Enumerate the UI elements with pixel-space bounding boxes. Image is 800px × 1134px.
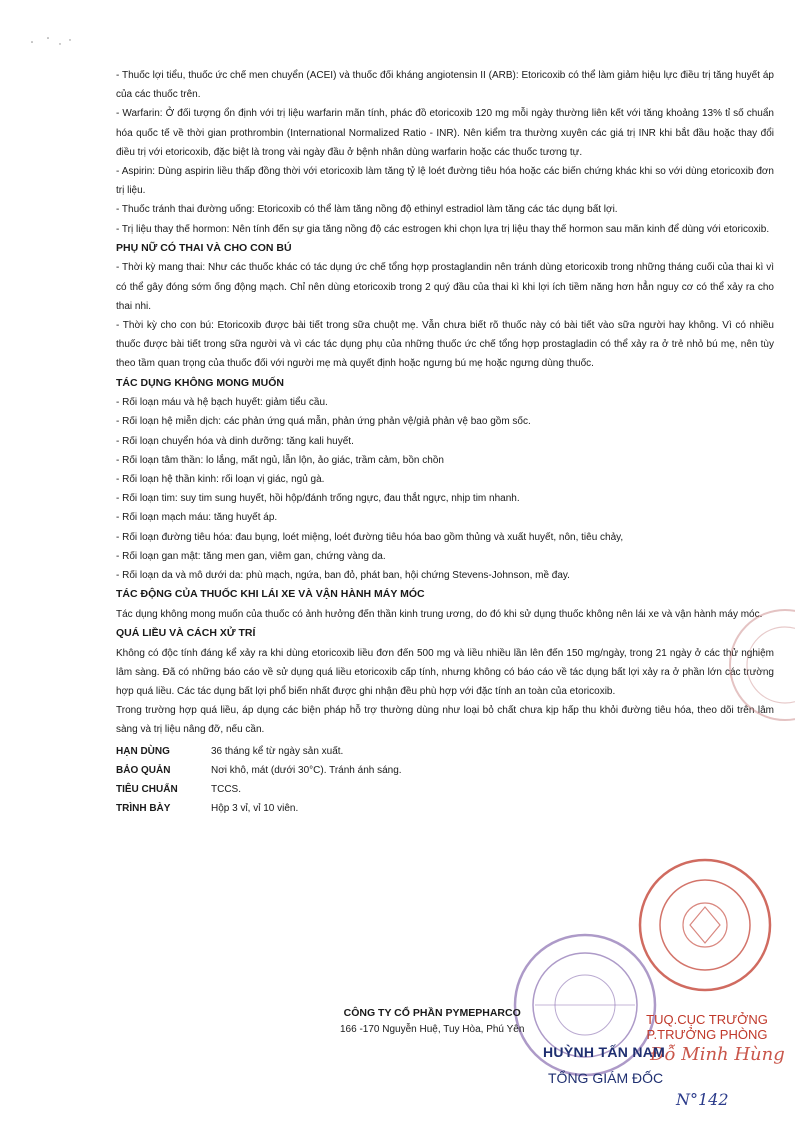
- spec-row-standard: [116, 780, 774, 799]
- side-effect-item: - Rối loạn chuyển hóa và dinh dưỡng: tăng kali huyết.: [116, 435, 354, 447]
- spec-label: BẢO QUẢN: [116, 764, 171, 776]
- section-heading-driving: TÁC ĐỘNG CỦA THUỐC KHI LÁI XE VÀ VẬN HÀNH MÁY MÓC: [116, 588, 425, 601]
- handwritten-page-number: N°142: [676, 1090, 729, 1109]
- side-effect-item: - Rối loạn tim: suy tim sung huyết, hồi hộp/đánh trống ngực, đau thắt ngực, nhịp tim nhanh.: [116, 493, 520, 505]
- interaction-warfarin: - Warfarin: Ở đối tượng ổn định với trị liệu warfarin mãn tính, phác đồ etoricoxib 120 mg mỗi ngày thường liên kết với tăng khoảng 13% tỉ số chuẩn hóa quốc tế về thời gian prothrombin (International Normalized Ratio - INR). Nên kiểm tra thường xuyên các giá trị INR khi bắt đầu hoặc thay đổi điều trị với etoricoxib, đặc biệt là trong vài ngày đầu ở bệnh nhân dùng warfarin hoặc các thuốc tương tự.: [116, 108, 774, 158]
- side-effect-item: - Rối loạn tâm thần: lo lắng, mất ngủ, lẫn lộn, ảo giác, trầm cảm, bồn chồn: [116, 454, 444, 466]
- company-address: 166 -170 Nguyễn Huệ, Tuy Hòa, Phú Yên: [340, 1024, 525, 1035]
- pregnancy-item: - Thời kỳ mang thai: Như các thuốc khác có tác dụng ức chế tổng hợp prostaglandin nên tránh dùng etoricoxib trong những tháng cuối của thai kì vì có thể gây đóng sớm ống động mạch. Chỉ nên dùng etoricoxib trong 2 quý đầu của thai kì khi lợi ích tiềm năng hơn hẳn nguy cơ có thể xảy ra cho thai nhi.: [116, 262, 774, 312]
- approval-line-1: TUQ.CỤC TRƯỞNG: [646, 1012, 768, 1027]
- overdose-text: Không có độc tính đáng kể xảy ra khi dùng etoricoxib liều đơn đến 500 mg và liều nhiều lần lên đến 150 mg/ngày, trong 21 ngày ở các thử nghiệm lâm sàng. Đã có những báo cáo về sử dụng quá liều etoricoxib cấp tính, nhưng không có báo cáo về tác dụng bất lợi xảy ra ở phần lớn các trường hợp quá liều. Các tác dụng bất lợi phổ biến nhất được ghi nhận đều phù hợp với đặc tính an toàn của etoricoxib.: [116, 647, 774, 698]
- side-effect-item: - Rối loạn gan mật: tăng men gan, viêm gan, chứng vàng da.: [116, 550, 386, 562]
- section-heading-pregnancy: PHỤ NỮ CÓ THAI VÀ CHO CON BÚ: [116, 241, 292, 254]
- interaction-diuretics: - Thuốc lợi tiểu, thuốc ức chế men chuyển (ACEI) và thuốc đối kháng angiotensin II (ARB): Etoricoxib có thể làm giảm hiệu lực điều trị tăng huyết áp của các thuốc trên.: [116, 70, 774, 101]
- spec-value: TCCS.: [211, 784, 241, 796]
- spec-row-shelf-life: [116, 742, 774, 761]
- side-effect-item: - Rối loạn đường tiêu hóa: đau bụng, loét miệng, loét đường tiêu hóa bao gồm thủng và xuất huyết, nôn, tiêu chảy,: [116, 531, 624, 543]
- spec-label: TRÌNH BÀY: [116, 803, 171, 815]
- overdose-management: Trong trường hợp quá liều, áp dụng các biện pháp hỗ trợ thường dùng như loại bỏ chất chưa kịp hấp thu khỏi đường tiêu hóa, theo dõi trên lâm sàng và trị liệu nâng đỡ, nếu cần.: [116, 705, 774, 736]
- spec-value: 36 tháng kể từ ngày sản xuất.: [211, 745, 344, 757]
- spec-row-packaging: [116, 799, 774, 818]
- side-effect-item: - Rối loạn mạch máu: tăng huyết áp.: [116, 512, 278, 524]
- side-effect-item: - Rối loạn hệ thần kinh: rối loạn vị giác, ngủ gà.: [116, 474, 325, 486]
- spec-label: HẠN DÙNG: [116, 745, 170, 757]
- agency-stamp: [630, 855, 780, 995]
- section-heading-overdose: QUÁ LIỀU VÀ CÁCH XỬ TRÍ: [116, 627, 256, 640]
- approval-line-2: P.TRƯỞNG PHÒNG: [646, 1027, 768, 1042]
- spec-value: Nơi khô, mát (dưới 30°C). Tránh ánh sáng.: [211, 764, 402, 776]
- side-effect-item: - Rối loạn hệ miễn dịch: các phản ứng quá mẫn, phản ứng phản vệ/giả phản vệ bao gồm sốc.: [116, 416, 531, 428]
- scan-marks: [26, 30, 76, 50]
- company-name: CÔNG TY CỔ PHẦN PYMEPHARCO: [343, 1007, 521, 1019]
- side-effect-item: - Rối loạn máu và hệ bạch huyết: giảm tiểu cầu.: [116, 397, 328, 409]
- interaction-aspirin: - Aspirin: Dùng aspirin liều thấp đồng thời với etoricoxib làm tăng tỷ lệ loét đường tiêu hóa hoặc các biến chứng khác khi so với dùng etoricoxib đơn trị liệu.: [116, 166, 774, 197]
- product-specs: [116, 742, 774, 819]
- signer-name: HUỲNH TẤN NAM: [543, 1044, 666, 1060]
- spec-row-storage: [116, 761, 774, 780]
- signer-title: TỔNG GIÁM ĐỐC: [548, 1070, 664, 1086]
- interaction-hormone: - Trị liệu thay thế hormon: Nên tính đến sự gia tăng nồng độ các estrogen khi chọn lựa trị liệu thay thế hormon sau mãn kinh để dùng với etoricoxib.: [116, 223, 770, 235]
- side-effect-item: - Rối loạn da và mô dưới da: phù mạch, ngứa, ban đỏ, phát ban, hội chứng Stevens-Johnson, mề đay.: [116, 570, 570, 582]
- approver-signature: Đỗ Minh Hùng: [650, 1044, 785, 1065]
- spec-value: Hộp 3 vỉ, vỉ 10 viên.: [211, 803, 299, 815]
- approval-block: [632, 1012, 782, 1042]
- company-block: [340, 1004, 524, 1038]
- margin-stamp: [715, 600, 795, 730]
- interaction-contraceptive: - Thuốc tránh thai đường uống: Etoricoxib có thể làm tăng nồng độ ethinyl estradiol làm tăng các tác dụng bất lợi.: [116, 204, 618, 216]
- section-heading-side-effects: TÁC DỤNG KHÔNG MONG MUỐN: [116, 376, 284, 389]
- driving-text: Tác dụng không mong muốn của thuốc có ảnh hưởng đến thần kinh trung ương, do đó khi sử dụng thuốc không nên lái xe và vận hành máy móc.: [116, 608, 763, 620]
- lactation-item: - Thời kỳ cho con bú: Etoricoxib được bài tiết trong sữa chuột mẹ. Vẫn chưa biết rõ thuốc này có bài tiết vào sữa người hay không. Vì có nhiều thuốc được bài tiết trong sữa người và vì các tác dụng phụ của những thuốc ức chế tổng hợp prostagladin có thể xảy ra ở trẻ nhỏ bú mẹ, nên tùy theo tầm quan trọng của thuốc đối với người mẹ mà quyết định hoặc ngưng bú mẹ hoặc ngưng dùng thuốc.: [116, 320, 774, 370]
- spec-label: TIÊU CHUẨN: [116, 784, 178, 796]
- document-body: [116, 66, 774, 818]
